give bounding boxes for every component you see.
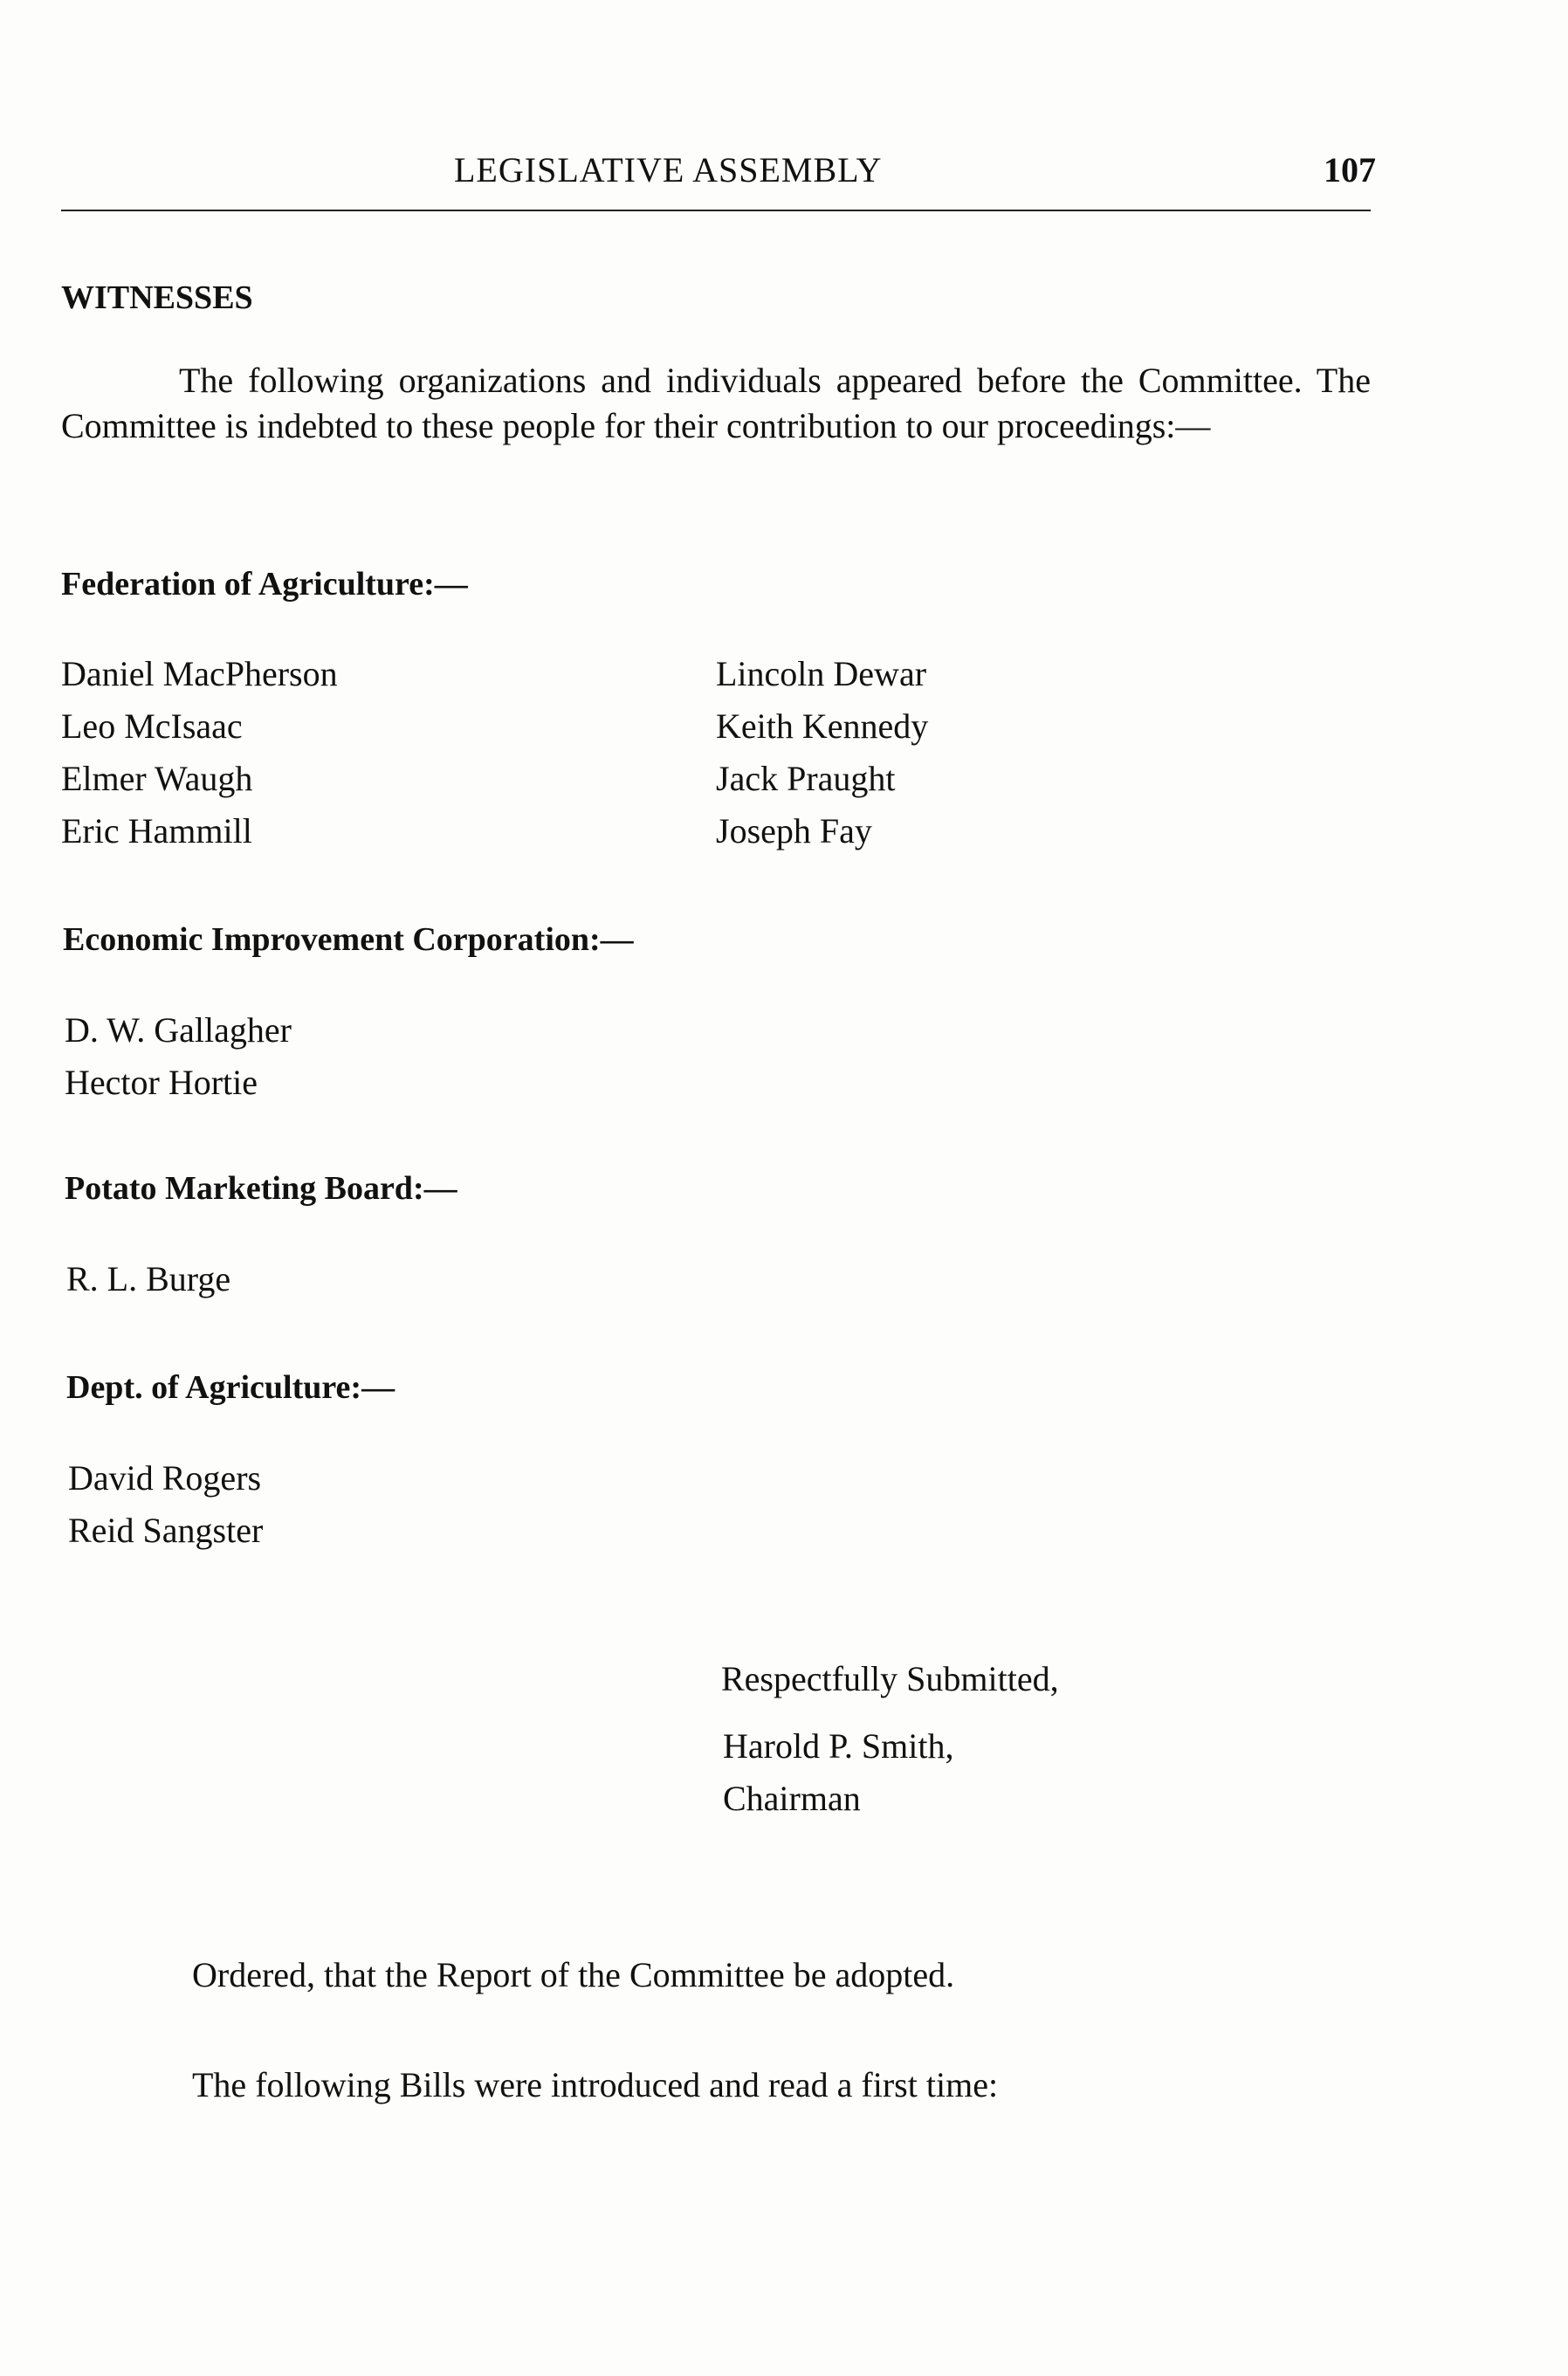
header-rule (61, 210, 1371, 211)
signature-name: Harold P. Smith, (723, 1726, 954, 1766)
federation-member-right: Keith Kennedy (716, 706, 929, 746)
federation-member-left: Leo McIsaac (61, 706, 243, 746)
federation-member-right: Joseph Fay (716, 811, 872, 851)
federation-member-right: Lincoln Dewar (716, 654, 927, 693)
federation-member-left: Elmer Waugh (61, 759, 253, 798)
dept-agriculture-member: Reid Sangster (68, 1511, 264, 1550)
bills-statement: The following Bills were introduced and read a first time: (192, 2065, 999, 2104)
intro-paragraph: The following organizations and individuals appeared before the Committee. The Committee is indebted to these people for their contribution to our proceedings:— (61, 361, 1371, 445)
witnesses-heading: WITNESSES (61, 279, 253, 316)
dept-agriculture-member: David Rogers (68, 1458, 262, 1498)
running-header-title: LEGISLATIVE ASSEMBLY (454, 150, 883, 189)
dept-agriculture-heading: Dept. of Agriculture:— (66, 1369, 395, 1406)
potato-board-heading: Potato Marketing Board:— (65, 1170, 457, 1207)
signature-closing: Respectfully Submitted, (721, 1659, 1059, 1698)
federation-member-right: Jack Praught (716, 759, 896, 798)
potato-board-member: R. L. Burge (66, 1259, 231, 1298)
economic-corporation-member: D. W. Gallagher (65, 1010, 292, 1050)
federation-member-left: Eric Hammill (61, 811, 252, 851)
page-number: 107 (1324, 150, 1376, 189)
economic-corporation-heading: Economic Improvement Corporation:— (63, 921, 634, 958)
ordered-statement: Ordered, that the Report of the Committee be adopted. (192, 1955, 955, 1994)
federation-member-left: Daniel MacPherson (61, 654, 338, 693)
economic-corporation-member: Hector Hortie (65, 1063, 258, 1102)
federation-heading: Federation of Agriculture:— (61, 566, 468, 603)
signature-title: Chairman (723, 1779, 861, 1818)
